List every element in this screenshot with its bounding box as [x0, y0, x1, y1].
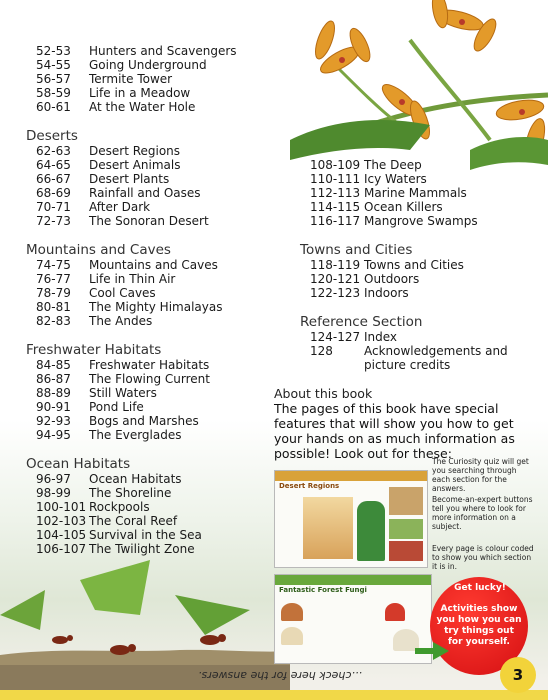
section-heading-towns: Towns and Cities	[300, 242, 413, 258]
about-body: The pages of this book have special features that will show you how to get your hands on as much information as possible! Look out for these:	[274, 401, 515, 461]
section-heading-freshwater: Freshwater Habitats	[26, 342, 162, 358]
page-number: 3	[500, 657, 536, 693]
bottom-color-strip	[0, 690, 548, 700]
thumb-title-desert: Desert Regions	[279, 482, 340, 490]
section-heading-mountains: Mountains and Caves	[26, 242, 171, 258]
section-heading-reference: Reference Section	[300, 314, 423, 330]
section-heading-deserts: Deserts	[26, 128, 78, 144]
about-title: About this book	[274, 386, 373, 401]
get-lucky-label: Get lucky!	[454, 583, 506, 593]
arrow-icon	[413, 640, 451, 662]
thumb-title-fungi: Fantastic Forest Fungi	[279, 586, 367, 594]
section-heading-ocean: Ocean Habitats	[26, 456, 131, 472]
callout-curiosity-quiz: The Curiosity quiz will get you searching through each section for the answers.	[432, 457, 529, 493]
sample-page-forest-fungi	[274, 574, 432, 664]
callout-colour-coded: Every page is colour coded to show you which section it is in.	[432, 544, 534, 571]
upside-down-answers-text: ...check here for the answers.	[198, 669, 362, 682]
sample-page-desert-regions	[274, 470, 428, 568]
activities-text: Activities show you how you can try things out for yourself.	[436, 604, 522, 647]
callout-expert-buttons: Become-an-expert buttons tell you where to look for more information on a subject.	[432, 495, 533, 531]
